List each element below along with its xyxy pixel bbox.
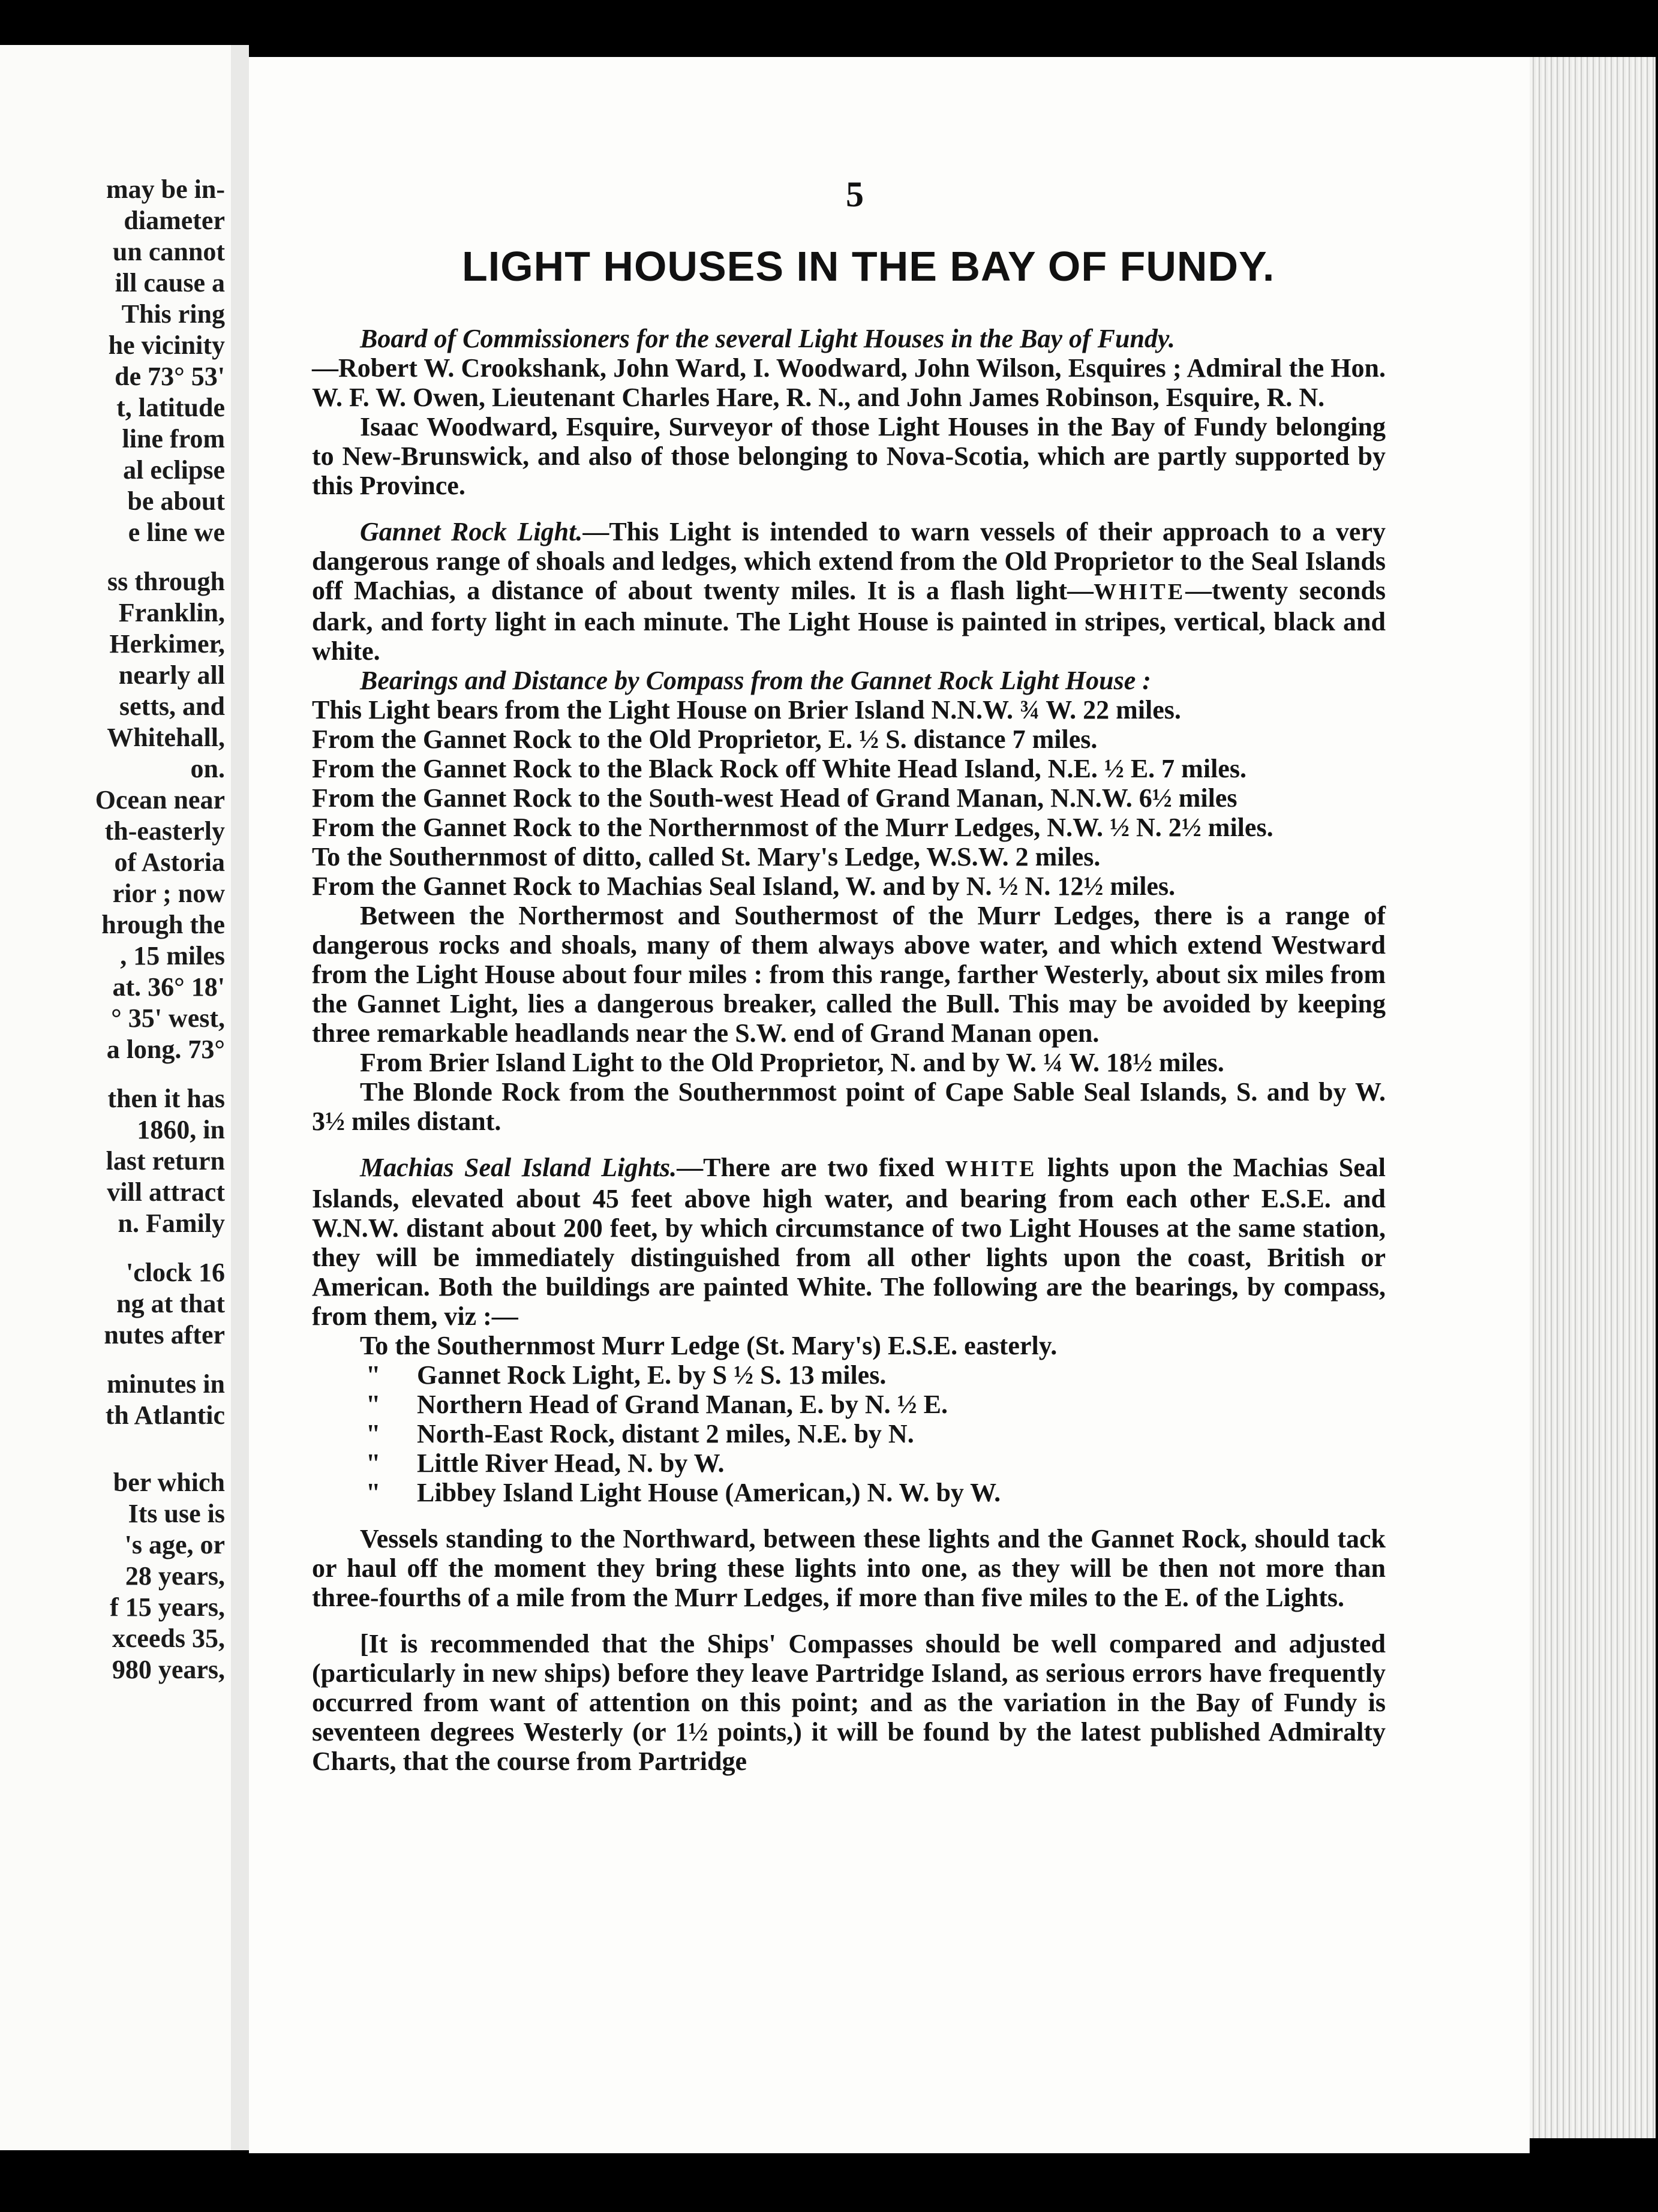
machias-heading: Machias Seal Island Lights. [360, 1153, 677, 1182]
vessels-paragraph: Vessels standing to the Northward, between these lights and the Gannet Rock, should tack or haul off the moment they bring these lights into one, as they will be then not more than three-fourths of a mile from the Murr Ledges, if more than five miles to the E. of the Lights. [312, 1524, 1386, 1612]
facing-page-line: nutes after [104, 1320, 225, 1350]
machias-text-2: lights upon the Machias Seal Islands, elevated about 45 feet above high water, and bearing from each other E.S.E. and W.N.W. distant about 200 feet, by which circumstance of two Light Houses at the same station, they will be immediately distinguished from all other lights upon the coast, British or American. Both the buildings are painted White. The following are the bearings, by compass, from them, viz :— [312, 1153, 1386, 1331]
facing-page-line: may be in- [106, 175, 225, 204]
facing-page-line: Franklin, [118, 598, 225, 627]
facing-page-line: Whitehall, [107, 723, 225, 752]
ditto-mark: " [366, 1360, 381, 1390]
ditto-mark: " [366, 1390, 381, 1419]
machias-bearing-line [312, 1390, 1386, 1419]
facing-page [0, 45, 231, 2150]
facing-page-line: nearly all [118, 660, 225, 690]
facing-page-line: xceeds 35, [112, 1624, 225, 1653]
facing-page-line: ber which [113, 1468, 225, 1497]
machias-bearing-line [312, 1478, 1386, 1507]
gannet-heading: Gannet Rock Light. [360, 517, 583, 546]
book-gutter [231, 45, 249, 2150]
gannet-paragraph [312, 517, 1386, 666]
bearing-line: From the Gannet Rock to the Black Rock off White Head Island, N.E. ½ E. 7 miles. [312, 754, 1246, 783]
facing-page-line: This ring [121, 299, 225, 329]
machias-bearing-text: Little River Head, N. by W. [417, 1448, 725, 1478]
facing-page-line: e line we [128, 518, 225, 547]
machias-white: WHITE [945, 1156, 1037, 1182]
machias-bearings-list [312, 1360, 1386, 1507]
facing-page-line: 980 years, [112, 1655, 225, 1684]
page-title: LIGHT HOUSES IN THE BAY OF FUNDY. [462, 243, 1275, 290]
facing-page-line: minutes in [107, 1369, 225, 1399]
murr-paragraph: Between the Northermost and Southermost of the Murr Ledges, there is a range of dangerous rocks and shoals, many of them always above water, and which extend Westward from the Light House about four miles : from this range, farther Westerly, about six miles from the Gannet Light, lies a dangerous breaker, called the Bull. This may be avoided by keeping three remarkable headlands near the S.W. end of Grand Manan open. [312, 901, 1386, 1048]
machias-bearing-text: Libbey Island Light House (American,) N. W. by W. [417, 1478, 1001, 1507]
facing-page-line: f 15 years, [110, 1592, 225, 1622]
facing-page-line: then it has [107, 1084, 225, 1113]
facing-page-line: th-easterly [104, 816, 225, 846]
ditto-mark: " [366, 1419, 381, 1448]
compasses-paragraph: [It is recommended that the Ships' Compasses should be well compared and adjusted (particularly in new ships) before they leave Partridge Island, as serious errors have frequently occurred from want of attention on this point; and as the variation in the Bay of Fundy is seventeen degrees Westerly (or 1½ points,) it will be found by the latest published Admiralty Charts, that the course from Partridge [312, 1629, 1386, 1776]
facing-page-line: un cannot [112, 237, 225, 266]
facing-page-line: Ocean near [95, 785, 225, 815]
bearing-line: This Light bears from the Light House on Brier Island N.N.W. ¾ W. 22 miles. [312, 695, 1181, 725]
article-body [312, 324, 1386, 1776]
facing-page-line: of Astoria [114, 847, 225, 877]
bearing-line: From the Gannet Rock to the South-west Head of Grand Manan, N.N.W. 6½ miles [312, 783, 1238, 813]
facing-page-line: setts, and [119, 692, 225, 721]
facing-page-line [0, 1239, 225, 1257]
bearing-line: To the Southernmost of ditto, called St. Mary's Ledge, W.S.W. 2 miles. [312, 842, 1101, 871]
commissioners-heading: Board of Commissioners for the several Light Houses in the Bay of Fundy. [360, 324, 1175, 353]
facing-page-line: line from [122, 424, 225, 453]
machias-text-1: —There are two fixed [677, 1153, 945, 1182]
facing-page-line: ss through [107, 567, 225, 596]
machias-bearing-line [312, 1419, 1386, 1448]
bearing-line: From the Gannet Rock to the Northernmost of the Murr Ledges, N.W. ½ N. 2½ miles. [312, 813, 1273, 842]
facing-page-line: hrough the [101, 910, 225, 939]
facing-page-line: t, latitude [116, 393, 225, 422]
facing-page-line: n. Family [118, 1209, 225, 1238]
facing-page-line: Its use is [128, 1499, 225, 1528]
facing-page-line: 28 years, [125, 1561, 225, 1591]
machias-bearing-line [312, 1448, 1386, 1478]
facing-page-line [0, 1431, 225, 1449]
facing-page-line: a long. 73° [106, 1035, 225, 1064]
facing-page-line: ° 35' west, [111, 1003, 225, 1033]
facing-page-line: last return [106, 1146, 225, 1176]
brier-paragraph: From Brier Island Light to the Old Proprietor, N. and by W. ¼ W. 18½ miles. [360, 1048, 1224, 1077]
machias-paragraph [312, 1153, 1386, 1331]
machias-bearing-text: North-East Rock, distant 2 miles, N.E. by N. [417, 1419, 914, 1448]
facing-page-line [0, 1449, 225, 1467]
facing-page-line: rior ; now [112, 879, 225, 908]
facing-page-line [0, 1351, 225, 1369]
commissioners-text: —Robert W. Crookshank, John Ward, I. Woodward, John Wilson, Esquires ; Admiral the Hon. W. F. W. Owen, Lieutenant Charles Hare, R. N., and John James Robinson, Esquire, R. N. [312, 353, 1386, 412]
facing-page-line: , 15 miles [120, 941, 225, 970]
bearing-line: From the Gannet Rock to the Old Proprietor, E. ½ S. distance 7 miles. [312, 725, 1098, 754]
facing-page-line: de 73° 53' [115, 362, 225, 391]
facing-page-line: he vicinity [108, 330, 225, 360]
page-edges [1530, 57, 1656, 2138]
facing-page-line: ill cause a [115, 268, 225, 297]
machias-bearing-first: To the Southernmost Murr Ledge (St. Mary's) E.S.E. easterly. [360, 1331, 1058, 1360]
facing-page-line: ng at that [116, 1289, 225, 1318]
commissioners-paragraph [312, 324, 1386, 412]
facing-page-line: 's age, or [124, 1530, 225, 1559]
facing-page-line: on. [190, 754, 225, 783]
facing-page-line: vill attract [107, 1177, 225, 1207]
facing-page-line: Herkimer, [109, 629, 225, 659]
machias-bearing-text: Gannet Rock Light, E. by S ½ S. 13 miles. [417, 1360, 887, 1390]
page-number: 5 [846, 175, 864, 214]
bearing-line: From the Gannet Rock to Machias Seal Island, W. and by N. ½ N. 12½ miles. [312, 871, 1176, 901]
facing-page-line: al eclipse [123, 455, 225, 485]
machias-bearing-line [312, 1360, 1386, 1390]
facing-page-text [0, 174, 225, 1685]
gannet-white: WHITE [1094, 579, 1186, 605]
ditto-mark: " [366, 1448, 381, 1478]
facing-page-line: 1860, in [137, 1115, 225, 1144]
facing-page-line [0, 548, 225, 566]
ditto-mark: " [366, 1478, 381, 1507]
blonde-paragraph: The Blonde Rock from the Southernmost point of Cape Sable Seal Islands, S. and by W. 3½ miles distant. [312, 1077, 1386, 1136]
facing-page-line [0, 1065, 225, 1083]
machias-bearing-text: Northern Head of Grand Manan, E. by N. ½ E. [417, 1390, 948, 1419]
surveyor-paragraph: Isaac Woodward, Esquire, Surveyor of those Light Houses in the Bay of Fundy belonging to New-Brunswick, and also of those belonging to Nova-Scotia, which are partly supported by this Province. [312, 412, 1386, 500]
facing-page-line: diameter [124, 206, 225, 235]
bearings-heading: Bearings and Distance by Compass from the Gannet Rock Light House : [360, 666, 1151, 695]
gannet-text-1: —This Light is intended to warn vessels of their approach to a very dangerous range of shoals and ledges, which extend from the Old Proprietor to the Seal Islands off Machias, a distance of about twenty miles. It is a flash light— [312, 517, 1386, 605]
bearings-list [312, 695, 1386, 901]
facing-page-line: 'clock 16 [126, 1258, 225, 1287]
gannet-text-2: —twenty seconds dark, and forty light in each minute. The Light House is painted in stripes, vertical, black and white. [312, 576, 1386, 666]
facing-page-line: be about [127, 486, 225, 516]
facing-page-line: at. 36° 18' [112, 972, 225, 1002]
facing-page-line: th Atlantic [105, 1400, 225, 1430]
